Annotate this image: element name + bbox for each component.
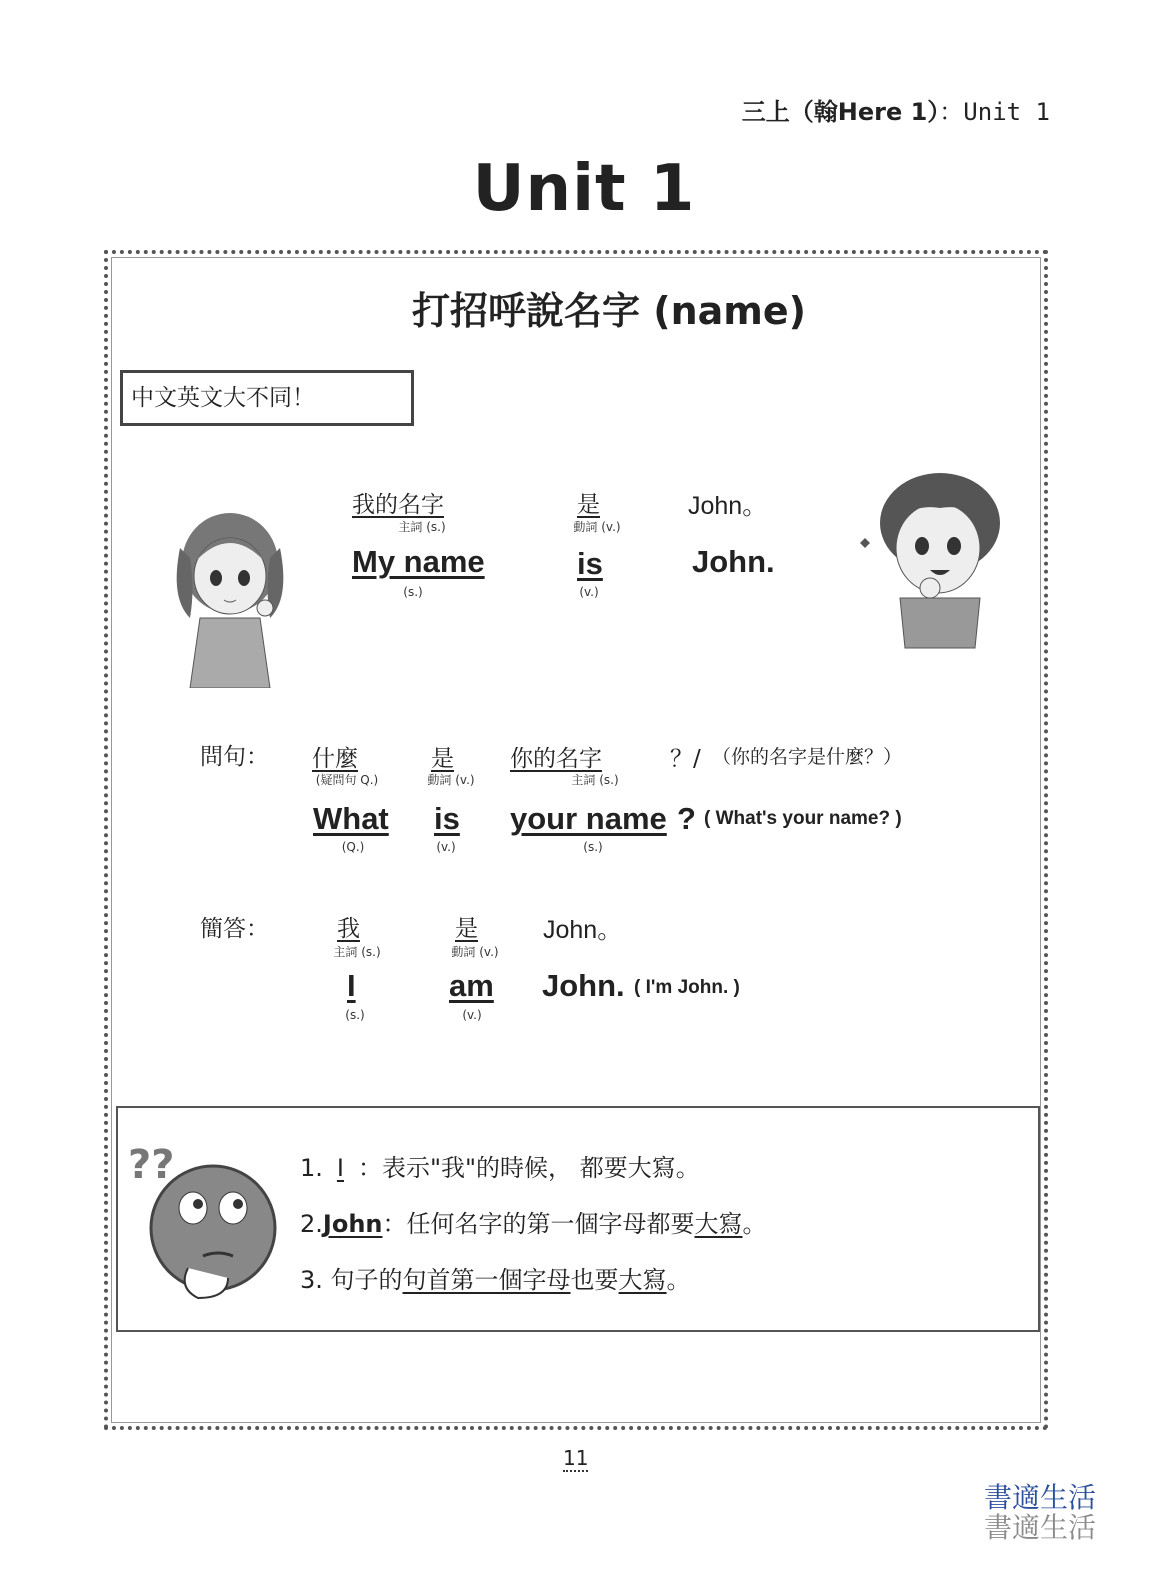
answer-zh-name: John。 bbox=[543, 916, 623, 944]
question-label-s: (s.) bbox=[583, 840, 603, 854]
tip3-text-c: 也要 bbox=[570, 1266, 619, 1294]
answer-prefix: 簡答： bbox=[200, 916, 269, 942]
question-label-subject-zh: 主詞 (s.) bbox=[571, 773, 619, 787]
answer-en-name: John. bbox=[542, 968, 625, 1003]
answer-label-v: (v.) bbox=[462, 1008, 482, 1022]
tip2-text-c: 。 bbox=[742, 1210, 767, 1238]
question-zh-verb: 是 bbox=[431, 746, 454, 772]
question-en-verb: is bbox=[434, 801, 460, 836]
header-grade: 三上 bbox=[741, 98, 790, 126]
unit-title: Unit 1 bbox=[472, 152, 696, 226]
boy-illustration bbox=[850, 468, 1010, 653]
statement-en-subject: My name bbox=[352, 544, 485, 579]
girl-illustration bbox=[170, 508, 290, 688]
tip-line-2 bbox=[300, 1204, 767, 1239]
statement-zh-name: John。 bbox=[688, 492, 768, 520]
tip2-text-a: ：任何名字的第一個字母都要 bbox=[382, 1210, 695, 1238]
answer-zh-subject: 我 bbox=[337, 916, 360, 942]
tip1-num: 1. bbox=[300, 1154, 323, 1182]
question-en-end: ? bbox=[677, 801, 696, 836]
question-label-v: (v.) bbox=[436, 840, 456, 854]
answer-label-subject-zh: 主詞 (s.) bbox=[333, 945, 381, 959]
answer-zh-verb: 是 bbox=[455, 916, 478, 942]
statement-en-name: John. bbox=[692, 544, 775, 579]
tip1-key: I bbox=[336, 1154, 344, 1182]
statement-zh-verb: 是 bbox=[577, 492, 600, 518]
question-label-q-zh: (疑問句 Q.) bbox=[315, 773, 379, 787]
header-book: （翰Here 1） bbox=[789, 98, 940, 126]
question-zh-subject: 你的名字 bbox=[510, 746, 602, 772]
tip2-num: 2. bbox=[300, 1210, 323, 1238]
question-en-paren: ( What's your name? ) bbox=[704, 808, 902, 829]
answer-label-verb-zh: 動詞 (v.) bbox=[451, 945, 499, 959]
statement-en-verb: is bbox=[577, 546, 603, 581]
tip-line-3 bbox=[300, 1260, 691, 1295]
answer-en-verb: am bbox=[449, 968, 494, 1003]
question-label-q: (Q.) bbox=[341, 840, 365, 854]
tip2-text-b: 大寫 bbox=[694, 1210, 743, 1238]
header-unit: Unit 1 bbox=[963, 98, 1050, 126]
question-label-verb-zh: 動詞 (v.) bbox=[427, 773, 475, 787]
thinking-face-icon bbox=[128, 1138, 278, 1310]
tip3-text-a: 句子的 bbox=[330, 1266, 403, 1294]
question-prefix: 問句： bbox=[200, 744, 269, 770]
header-sep: ： bbox=[939, 98, 964, 126]
tip1-text: ：表示"我"的時候， 都要大寫。 bbox=[357, 1154, 700, 1182]
statement-zh-subject: 我的名字 bbox=[352, 492, 444, 518]
tip3-text-d: 大寫 bbox=[618, 1266, 667, 1294]
question-zh-end: ？/ bbox=[670, 746, 701, 772]
statement-label-subject-zh: 主詞 (s.) bbox=[398, 520, 446, 534]
tip-line-1 bbox=[300, 1148, 700, 1183]
tip3-text-e: 。 bbox=[666, 1266, 691, 1294]
answer-en-subject: I bbox=[347, 968, 356, 1003]
tip3-num: 3. bbox=[300, 1266, 323, 1294]
statement-label-s: (s.) bbox=[403, 585, 423, 599]
intro-box: 中文英文大不同！ bbox=[120, 370, 414, 426]
question-en-subject: your name bbox=[510, 801, 667, 836]
answer-en-paren: ( I'm John. ) bbox=[634, 977, 740, 998]
svg-text:??: ?? bbox=[128, 1142, 175, 1188]
question-en-q: What bbox=[313, 801, 389, 836]
page-number: 11 bbox=[563, 1446, 589, 1470]
answer-label-s: (s.) bbox=[345, 1008, 365, 1022]
watermark-bottom: 書適生活 bbox=[983, 1511, 1096, 1544]
watermark-top: 書適生活 bbox=[983, 1481, 1096, 1514]
question-zh-paren: （你的名字是什麼？） bbox=[712, 746, 903, 768]
question-zh-q: 什麼 bbox=[312, 746, 358, 772]
statement-label-verb-zh: 動詞 (v.) bbox=[573, 520, 621, 534]
section-title: 打招呼說名字 (name) bbox=[411, 289, 807, 333]
tip2-key: John bbox=[322, 1210, 383, 1238]
statement-label-v: (v.) bbox=[579, 585, 599, 599]
tip3-text-b: 句首第一個字母 bbox=[402, 1266, 571, 1294]
page-header bbox=[742, 92, 1050, 127]
